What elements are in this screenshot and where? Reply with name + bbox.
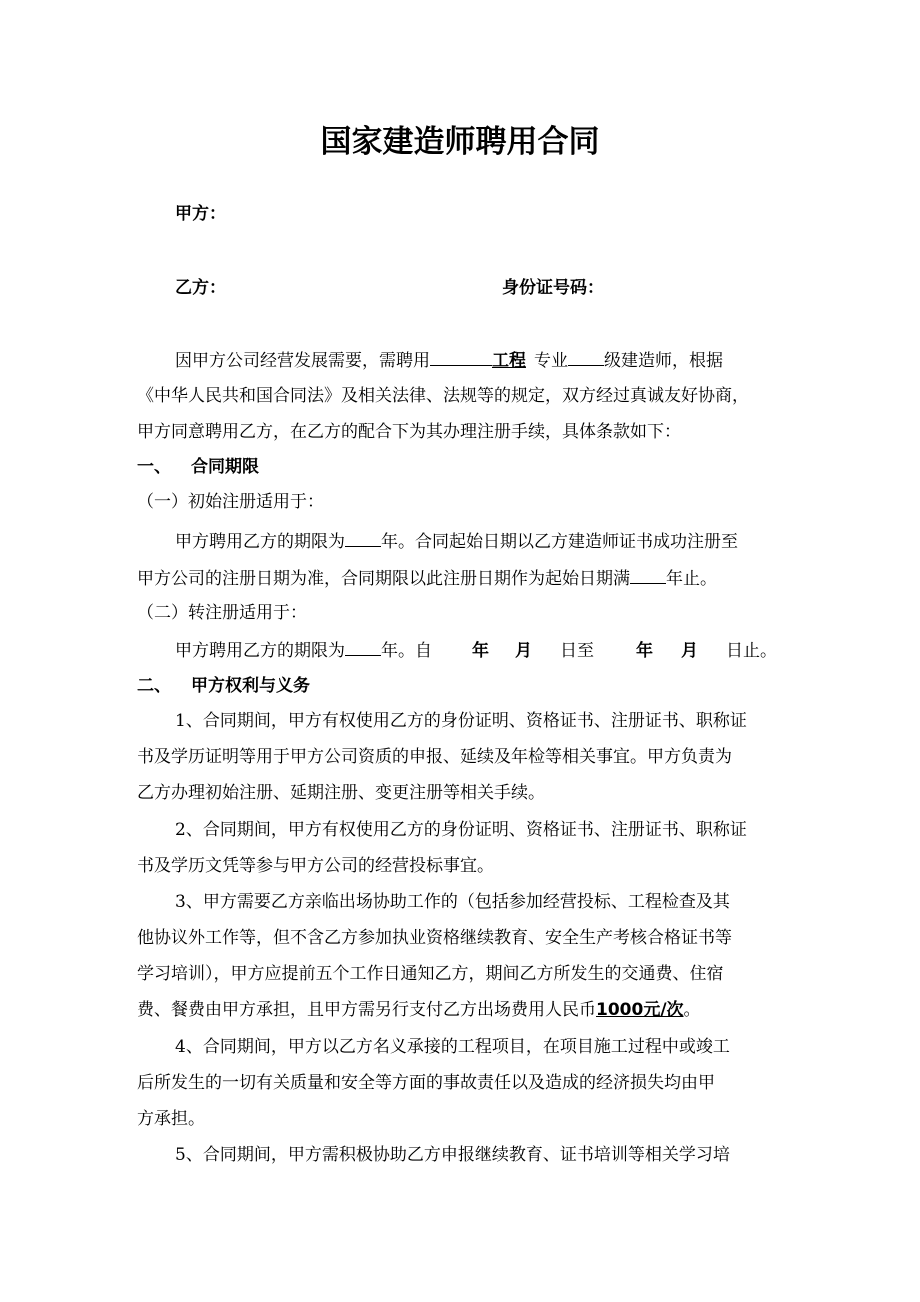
clause-4-line-2: 后所发生的一切有关质量和安全等方面的事故责任以及造成的经济损失均由甲 xyxy=(137,1073,715,1093)
section-1-para-2: 甲方公司的注册日期为准，合同期限以此注册日期作为起始日期满 年止。 xyxy=(137,565,717,591)
clause-1-line-2: 书及学历证明等用于甲方公司资质的申报、延续及年检等相关事宜。甲方负责为 xyxy=(137,747,732,767)
appearance-fee: 1000元/次 xyxy=(596,1000,684,1020)
clause-3-line-2: 他协议外工作等，但不含乙方参加执业资格继续教育、安全生产考核合格证书等 xyxy=(137,928,732,948)
intro-line-1: 因甲方公司经营发展需要，需聘用 工程 专业 级建造师，根据 xyxy=(175,347,723,373)
clause-3-line-4: 费、餐费由甲方承担，且甲方需另行支付乙方出场费用人民币1000元/次。 xyxy=(137,1000,701,1020)
section-1-sub-1: （一）初始注册适用于： xyxy=(137,492,324,512)
major-field: 工程 xyxy=(492,351,526,371)
section-1-heading: 一、 合同期限 xyxy=(137,457,259,477)
clause-1-line-1: 1、合同期间，甲方有权使用乙方的身份证明、资格证书、注册证书、职称证 xyxy=(175,711,747,731)
term-years-blank xyxy=(345,528,381,547)
clause-2-line-1: 2、合同期间，甲方有权使用乙方的身份证明、资格证书、注册证书、职称证 xyxy=(175,820,747,840)
intro-line-2: 《中华人民共和国合同法》及相关法律、法规等的规定，双方经过真诚友好协商， xyxy=(137,386,749,406)
clause-2-line-2: 书及学历文凭等参与甲方公司的经营投标事宜。 xyxy=(137,856,494,876)
blank-underline xyxy=(430,347,492,366)
clause-1-line-3: 乙方办理初始注册、延期注册、变更注册等相关手续。 xyxy=(137,783,545,803)
page-title: 国家建造师聘用合同 xyxy=(320,124,600,160)
section-2-heading: 二、 甲方权利与义务 xyxy=(137,676,310,696)
intro-line-3: 甲方同意聘用乙方，在乙方的配合下为其办理注册手续，具体条款如下： xyxy=(137,422,681,442)
clause-4-line-3: 方承担。 xyxy=(137,1109,205,1129)
section-1-sub-2: （二）转注册适用于： xyxy=(137,603,307,623)
party-a-label: 甲方： xyxy=(175,204,226,224)
clause-3-line-1: 3、甲方需要乙方亲临出场协助工作的（包括参加经营投标、工程检查及其 xyxy=(175,892,730,912)
section-1-para-1: 甲方聘用乙方的期限为 年。合同起始日期以乙方建造师证书成功注册至 xyxy=(175,528,738,554)
party-b-label: 乙方： xyxy=(175,278,226,298)
level-blank xyxy=(568,347,604,366)
clause-4-line-1: 4、合同期间，甲方以乙方名义承接的工程项目，在项目施工过程中或竣工 xyxy=(175,1037,730,1057)
clause-5-line-1: 5、合同期间，甲方需积极协助乙方申报继续教育、证书培训等相关学习培 xyxy=(175,1145,730,1165)
transfer-years-blank xyxy=(345,637,381,656)
expiry-years-blank xyxy=(630,565,666,584)
id-number-label: 身份证号码： xyxy=(502,278,604,298)
section-1-para-3: 甲方聘用乙方的期限为 年。自 年 月 日至 年 月 日止。 xyxy=(175,637,777,663)
clause-3-line-3: 学习培训），甲方应提前五个工作日通知乙方，期间乙方所发生的交通费、住宿 xyxy=(137,964,724,984)
